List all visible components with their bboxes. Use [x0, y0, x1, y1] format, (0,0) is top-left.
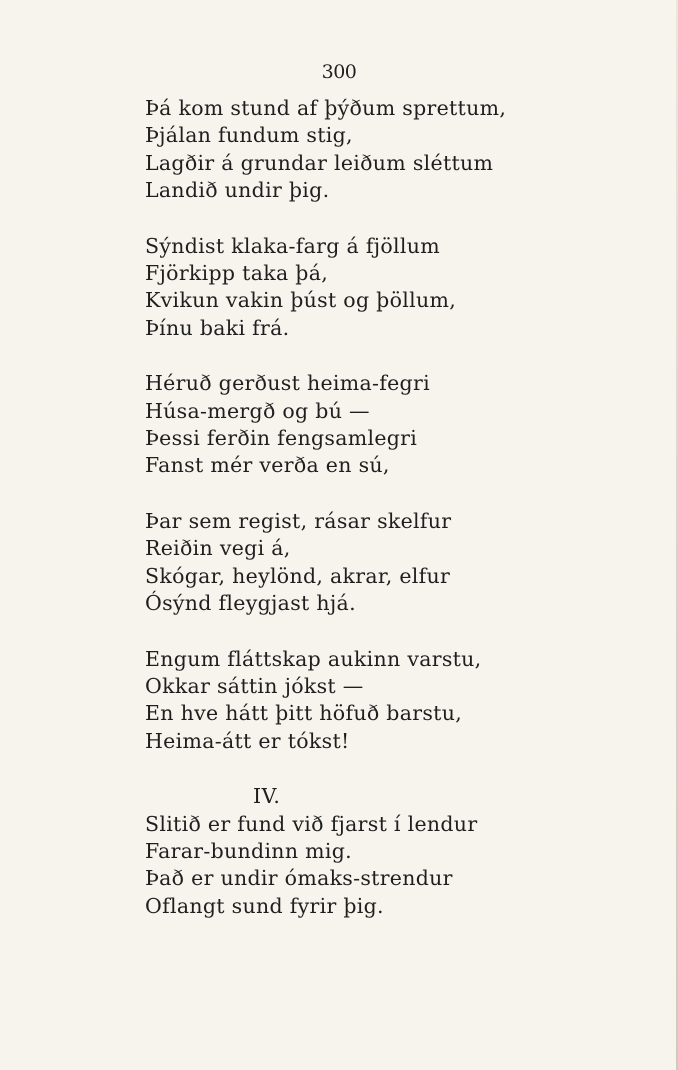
poem-line: Reiðin vegi á,: [145, 536, 291, 561]
poem-line: Sýndist klaka-farg á fjöllum: [145, 233, 440, 258]
poem-line: Kvikun vakin þúst og þöllum,: [145, 288, 457, 313]
poem-line: Fanst mér verða en sú,: [145, 453, 390, 478]
section-heading: IV.: [253, 784, 281, 809]
stanza-3: [145, 370, 645, 480]
poem-line: Þjálan fundum stig,: [145, 123, 353, 148]
poem-line: Héruð gerðust heima-fegri: [145, 371, 430, 396]
poem-line: Engum fláttskap aukinn varstu,: [145, 646, 482, 671]
poem-line: Landið undir þig.: [145, 178, 330, 203]
poem-line: Farar-bundinn mig.: [145, 838, 352, 863]
poem-line: Lagðir á grundar leiðum sléttum: [145, 150, 494, 175]
poem-line: Ósýnd fleygjast hjá.: [145, 591, 356, 616]
stanza-2: [145, 233, 645, 343]
poem: [145, 95, 645, 948]
poem-line: Þá kom stund af þýðum sprettum,: [145, 96, 507, 120]
poem-line: Skógar, heylönd, akrar, elfur: [145, 563, 451, 588]
poem-line: Þessi ferðin fengsamlegri: [145, 426, 418, 451]
stanza-4: [145, 508, 645, 618]
poem-line: Okkar sáttin jókst —: [145, 673, 364, 698]
poem-line: Húsa-mergð og bú —: [145, 398, 370, 423]
stanza-1: [145, 95, 645, 205]
page-number: 300: [321, 61, 357, 83]
poem-line: Fjörkipp taka þá,: [145, 261, 329, 286]
poem-line: Þar sem regist, rásar skelfur: [145, 508, 452, 533]
poem-line: Það er undir ómaks-strendur: [145, 866, 453, 891]
poem-line: En hve hátt þitt höfuð barstu,: [145, 701, 463, 726]
stanza-6: [145, 811, 645, 921]
stanza-5: [145, 646, 645, 756]
poem-line: Oflangt sund fyrir þig.: [145, 893, 384, 918]
poem-line: Þínu baki frá.: [145, 315, 290, 340]
poem-line: Heima-átt er tókst!: [145, 728, 350, 753]
poem-line: Slitið er fund við fjarst í lendur: [145, 811, 478, 836]
